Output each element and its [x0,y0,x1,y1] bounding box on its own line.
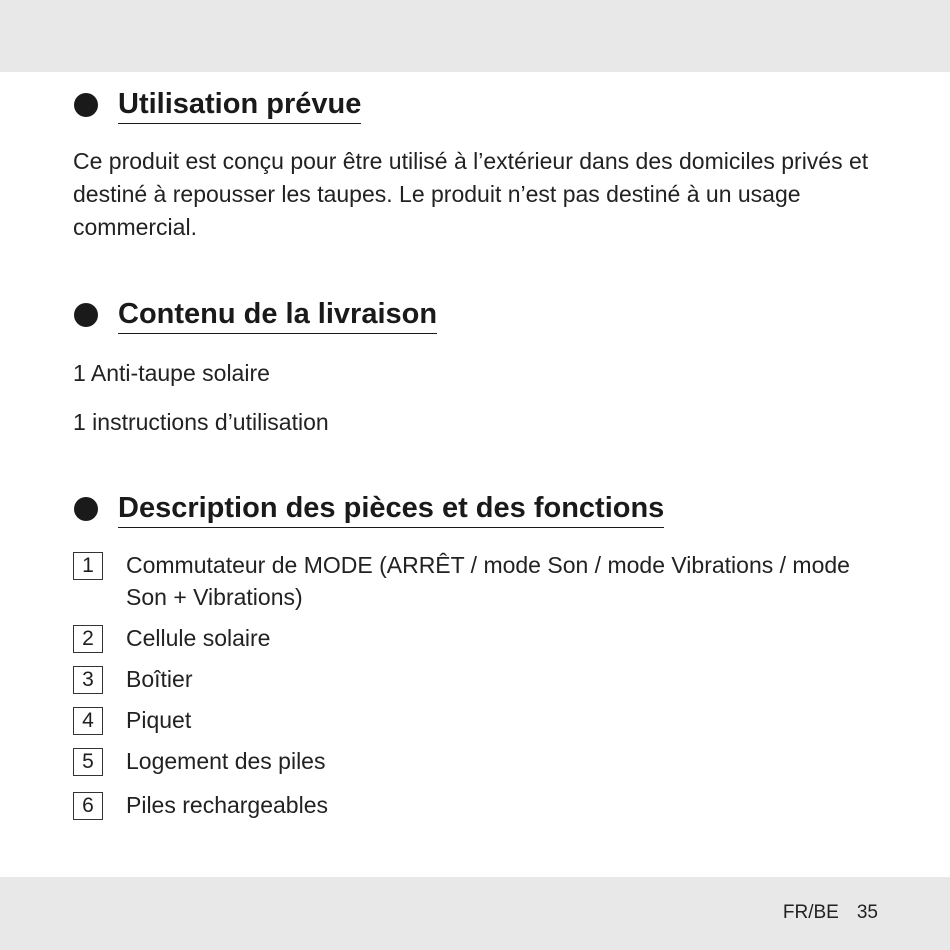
footer-locale: FR/BE [782,902,839,923]
part-number-box: 5 [73,748,103,776]
section-heading-intended-use [74,86,361,124]
part-label: Cellule solaire [126,625,271,651]
delivery-item: 1 Anti-taupe solaire [73,360,270,386]
delivery-item: 1 instructions d’utilisation [73,409,329,435]
page-number: 35 [856,902,878,923]
section-title: Contenu de la livraison [118,296,437,334]
intended-use-paragraph: Ce produit est conçu pour être utilisé à l’extérieur dans des domiciles privés et destiné à repousser les taupes. Le produit n’est pas destiné à un usage commercial. [73,148,869,240]
section-title: Description des pièces et des fonctions [118,490,664,528]
part-label: Logement des piles [126,748,326,774]
part-number-box: 3 [73,666,103,694]
part-item [73,622,866,654]
section-heading-delivery-contents [74,296,437,334]
top-margin-band [0,0,950,72]
bullet-icon [74,497,98,521]
part-label: Piquet [126,707,192,733]
section-heading-parts-description [74,490,664,528]
bullet-icon [74,93,98,117]
part-number-box: 2 [73,625,103,653]
part-item [73,663,866,695]
part-item [73,745,866,777]
part-item [73,704,866,736]
part-label: Boîtier [126,666,193,692]
page-footer [783,898,878,928]
part-number-box: 6 [73,792,103,820]
part-label: Commutateur de MODE (ARRÊT / mode Son / mode Vibrations / mode Son + Vibrations) [126,552,850,610]
section-title: Utilisation prévue [118,86,361,124]
part-label: Piles rechargeables [126,792,329,818]
bullet-icon [74,303,98,327]
part-number-box: 1 [73,552,103,580]
part-item [73,789,866,821]
part-number-box: 4 [73,707,103,735]
part-item [73,549,866,613]
